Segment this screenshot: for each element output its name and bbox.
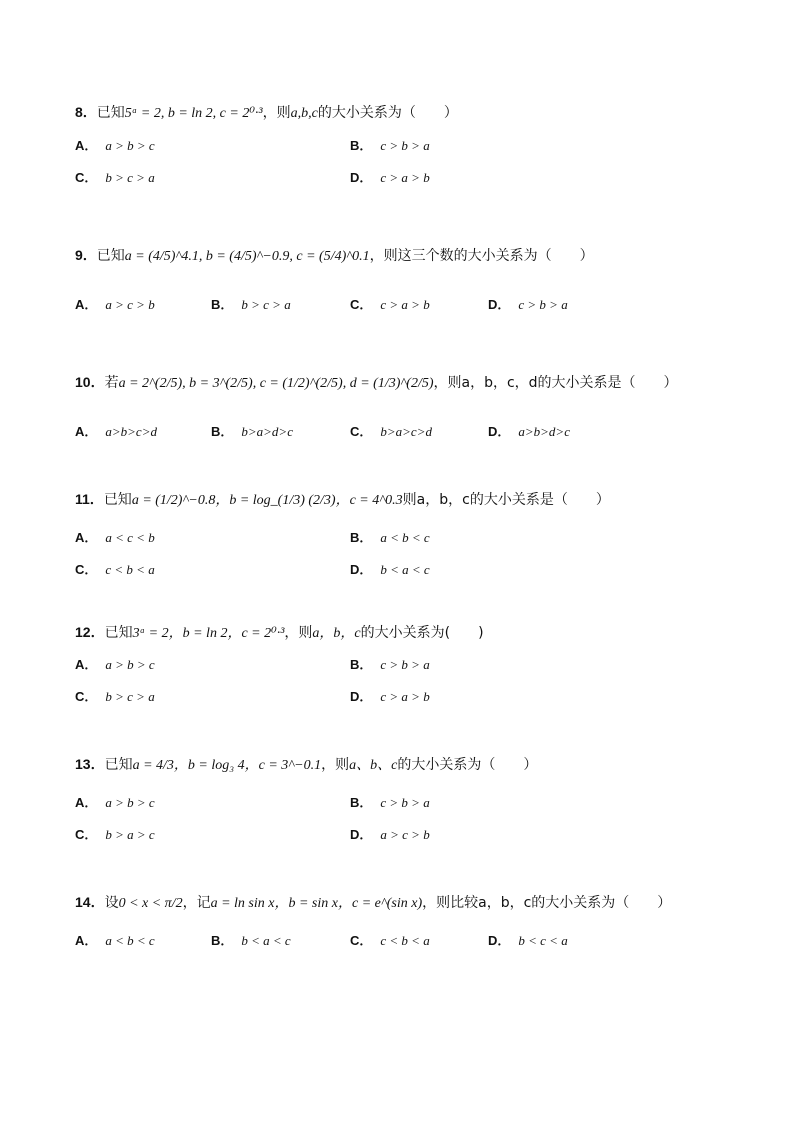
question-number: 12． [75, 624, 105, 640]
question-number: 8． [75, 104, 97, 120]
question-8-option-a[interactable]: A． a > b > c [75, 138, 155, 153]
stem-math: 3ᵃ = 2，b = ln 2，c = 2⁰·³ [132, 626, 285, 641]
question-9-stem [75, 245, 594, 265]
stem-text: ，则这三个数的大小关系为（ ） [369, 248, 594, 264]
question-number: 10． [75, 374, 105, 390]
stem-text: 的大小关系为（ ） [317, 105, 458, 121]
stem-math: a = 4/3，b = log₃ 4，c = 3^−0.1 [132, 758, 322, 773]
question-14-option-d[interactable]: D． b < c < a [488, 933, 568, 948]
question-13-option-a[interactable]: A． a > b > c [75, 795, 155, 810]
question-13-stem [75, 754, 537, 774]
stem-math: a,b,c [290, 106, 318, 121]
question-13-option-c[interactable]: C． b > a > c [75, 827, 155, 842]
stem-text: 则a，b，c的大小关系是（ ） [402, 492, 610, 508]
question-12-option-c[interactable]: C． b > c > a [75, 689, 155, 704]
stem-math: 0 < x < π/2 [118, 896, 183, 911]
stem-math: a = (4/5)^4.1, b = (4/5)^−0.9, c = (5/4)^0.1 [124, 249, 370, 264]
stem-text: ，则 [284, 625, 313, 641]
stem-text: 已知 [103, 492, 132, 508]
question-9-option-b[interactable]: B． b > c > a [211, 297, 291, 312]
question-12-option-d[interactable]: D． c > a > b [350, 689, 430, 704]
question-13-option-d[interactable]: D． a > c > b [350, 827, 430, 842]
question-14-option-a[interactable]: A． a < b < c [75, 933, 155, 948]
question-9-option-d[interactable]: D． c > b > a [488, 297, 568, 312]
question-8-option-d[interactable]: D． c > a > b [350, 170, 430, 185]
stem-text: ，则 [262, 105, 291, 121]
question-14-option-c[interactable]: C． c < b < a [350, 933, 430, 948]
question-9-option-c[interactable]: C． c > a > b [350, 297, 430, 312]
stem-text: 已知 [96, 248, 125, 264]
question-10-option-a[interactable]: A． a>b>c>d [75, 424, 157, 439]
question-8-option-c[interactable]: C． b > c > a [75, 170, 155, 185]
stem-text: 的大小关系为( ) [360, 625, 484, 641]
question-11-option-b[interactable]: B． a < b < c [350, 530, 430, 545]
question-12-option-b[interactable]: B． c > b > a [350, 657, 430, 672]
question-12-option-a[interactable]: A． a > b > c [75, 657, 155, 672]
stem-text: ，则a，b，c，d的大小关系是（ ） [433, 375, 678, 391]
question-number: 11． [75, 491, 104, 507]
question-number: 14． [75, 894, 105, 910]
question-14-stem [75, 892, 671, 912]
question-11-option-a[interactable]: A． a < c < b [75, 530, 155, 545]
question-14-option-b[interactable]: B． b < a < c [211, 933, 291, 948]
question-12-stem [75, 622, 484, 642]
stem-math: a、b、c [349, 758, 398, 773]
stem-text: ，则 [321, 757, 350, 773]
stem-text: 设 [104, 895, 119, 911]
stem-math: 5ᵃ = 2, b = ln 2, c = 2⁰·³ [124, 106, 263, 121]
question-10-stem [75, 372, 678, 392]
question-11-stem [75, 489, 610, 509]
question-10-option-b[interactable]: B． b>a>d>c [211, 424, 293, 439]
stem-text: ，则比较a，b，c的大小关系为（ ） [422, 895, 672, 911]
stem-text: 已知 [104, 757, 133, 773]
question-8-stem [75, 102, 458, 122]
stem-text: 若 [104, 375, 119, 391]
question-8-option-b[interactable]: B． c > b > a [350, 138, 430, 153]
question-11-option-c[interactable]: C． c < b < a [75, 562, 155, 577]
stem-text: 的大小关系为（ ） [397, 757, 538, 773]
stem-math: a，b，c [312, 626, 361, 641]
question-10-option-c[interactable]: C． b>a>c>d [350, 424, 432, 439]
stem-math: a = (1/2)^−0.8，b = log_(1/3) (2/3)，c = 4^0.3 [131, 493, 403, 508]
question-number: 9． [75, 247, 97, 263]
question-13-option-b[interactable]: B． c > b > a [350, 795, 430, 810]
stem-math: a = ln sin x，b = sin x，c = e^(sin x) [210, 896, 423, 911]
stem-text: 已知 [104, 625, 133, 641]
question-9-option-a[interactable]: A． a > c > b [75, 297, 155, 312]
question-11-option-d[interactable]: D． b < a < c [350, 562, 430, 577]
question-10-option-d[interactable]: D． a>b>d>c [488, 424, 570, 439]
question-number: 13． [75, 756, 105, 772]
stem-text: 已知 [96, 105, 125, 121]
stem-text: ，记 [182, 895, 211, 911]
stem-math: a = 2^(2/5), b = 3^(2/5), c = (1/2)^(2/5), d = (1/3)^(2/5) [118, 376, 434, 391]
